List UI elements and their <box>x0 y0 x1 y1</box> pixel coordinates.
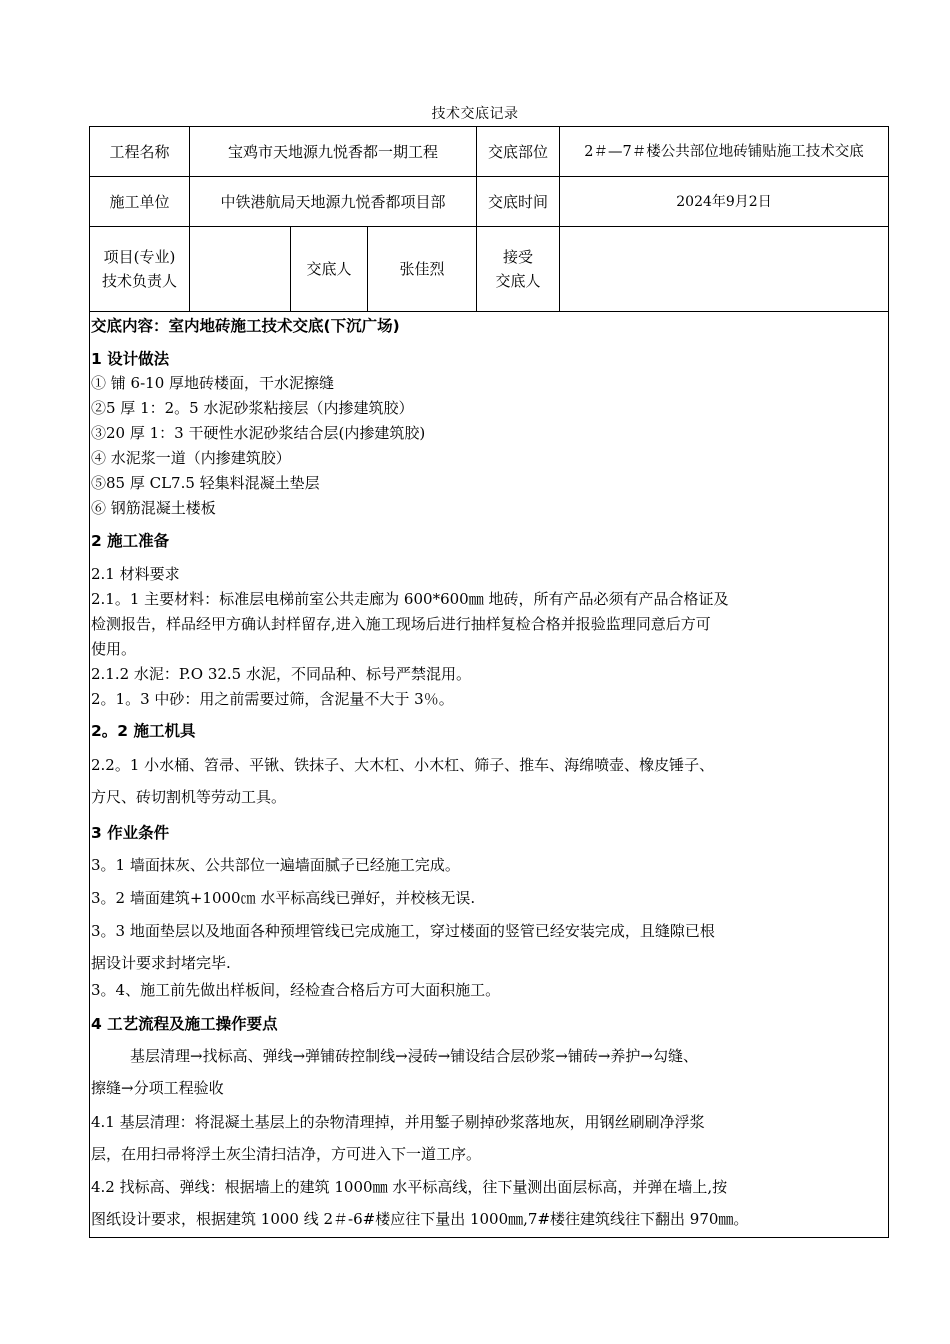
project-name-label: 工程名称 <box>109 142 170 161</box>
receiver-label-line2: 交底人 <box>495 272 541 290</box>
tech-lead-label <box>90 227 189 311</box>
design-item: ⑥ 钢筋混凝土楼板 <box>91 499 216 517</box>
paragraph: 使用。 <box>91 640 137 658</box>
receiver-label-line1: 接受 <box>502 248 533 266</box>
paragraph: 2.1.2 水泥：P.O 32.5 水泥，不同品种、标号严禁混用。 <box>91 665 471 683</box>
unit-label: 施工单位 <box>109 192 170 211</box>
document-title: 技术交底记录 <box>431 106 519 122</box>
design-item: ②5 厚 1：2。5 水泥砂浆粘接层（内掺建筑胶） <box>91 399 414 417</box>
paragraph: 3。2 墙面建筑+1000㎝ 水平标高线已弹好，并校核无误. <box>91 889 476 907</box>
process-flow: 擦缝→分项工程验收 <box>91 1079 224 1097</box>
disclosure-table <box>89 126 889 1238</box>
time-label: 交底时间 <box>487 192 548 211</box>
tech-lead-label-line1: 项目(专业) <box>103 248 176 266</box>
design-item: ③20 厚 1：3 干硬性水泥砂浆结合层(内掺建筑胶) <box>91 424 426 442</box>
paragraph: 3。4、施工前先做出样板间，经检查合格后方可大面积施工。 <box>91 981 501 999</box>
design-item: ① 铺 6-10 厚地砖楼面，干水泥擦缝 <box>91 374 335 392</box>
paragraph: 检测报告，样品经甲方确认封样留存,进入施工现场后进行抽样复检合格并报验监理同意后方可 <box>91 615 711 633</box>
design-item: ④ 水泥浆一道（内掺建筑胶） <box>91 449 291 467</box>
unit-value: 中铁港航局天地源九悦香都项目部 <box>220 192 446 211</box>
content-heading: 交底内容：室内地砖施工技术交底(下沉广场) <box>91 317 400 335</box>
process-flow: 基层清理→找标高、弹线→弹铺砖控制线→浸砖→铺设结合层砂浆→铺砖→养护→勾缝、 <box>130 1047 698 1065</box>
design-item: ⑤85 厚 CL7.5 轻集料混凝土垫层 <box>91 474 320 492</box>
location-label: 交底部位 <box>487 142 548 161</box>
paragraph: 3。1 墙面抹灰、公共部位一遍墙面腻子已经施工完成。 <box>91 856 460 874</box>
discloser-label: 交底人 <box>306 260 352 278</box>
tech-lead-label-line2: 技术负责人 <box>101 272 177 290</box>
paragraph: 4.2 找标高、弹线：根据墙上的建筑 1000㎜ 水平标高线，往下量测出面层标高，并弹在墙上,按 <box>91 1178 728 1196</box>
section-2-title: 2 施工准备 <box>91 532 170 550</box>
section-1-title: 1 设计做法 <box>91 350 170 368</box>
location-value: 2＃—7＃楼公共部位地砖铺贴施工技术交底 <box>584 143 864 160</box>
paragraph: 方尺、砖切割机等劳动工具。 <box>91 788 287 806</box>
paragraph: 2.1。1 主要材料：标准层电梯前室公共走廊为 600*600㎜ 地砖，所有产品必须有产品合格证及 <box>91 590 729 608</box>
paragraph: 2.1 材料要求 <box>91 565 180 583</box>
paragraph: 据设计要求封堵完毕. <box>91 954 231 972</box>
time-value: 2024年9月2日 <box>676 193 772 210</box>
paragraph: 2.2。1 小水桶、笤帚、平锹、铁抹子、大木杠、小木杠、筛子、推车、海绵喷壶、橡皮锤子、 <box>91 756 715 774</box>
tech-lead-value <box>190 227 290 311</box>
paragraph: 2。1。3 中砂：用之前需要过筛，含泥量不大于 3％。 <box>91 690 454 708</box>
discloser-value: 张佳烈 <box>399 260 445 278</box>
receiver-label <box>477 227 559 311</box>
project-name-value: 宝鸡市天地源九悦香都一期工程 <box>227 142 438 161</box>
section-3-title: 3 作业条件 <box>91 824 170 842</box>
paragraph: 层，在用扫帚将浮土灰尘清扫洁净，方可进入下一道工序。 <box>91 1145 482 1163</box>
paragraph: 3。3 地面垫层以及地面各种预埋管线已完成施工，穿过楼面的竖管已经安装完成，且缝隙已根 <box>91 922 715 940</box>
receiver-value <box>560 227 888 311</box>
row-divider <box>90 311 888 312</box>
paragraph: 图纸设计要求，根据建筑 1000 线 2＃-6#楼应往下量出 1000㎜,7#楼往建筑线往下翻出 970㎜。 <box>91 1210 749 1228</box>
section-2-2-title: 2。2 施工机具 <box>91 722 196 740</box>
paragraph: 4.1 基层清理：将混凝土基层上的杂物清理掉，并用錾子剔掉砂浆落地灰，用钢丝刷刷净浮浆 <box>91 1113 705 1131</box>
section-4-title: 4 工艺流程及施工操作要点 <box>91 1015 278 1033</box>
